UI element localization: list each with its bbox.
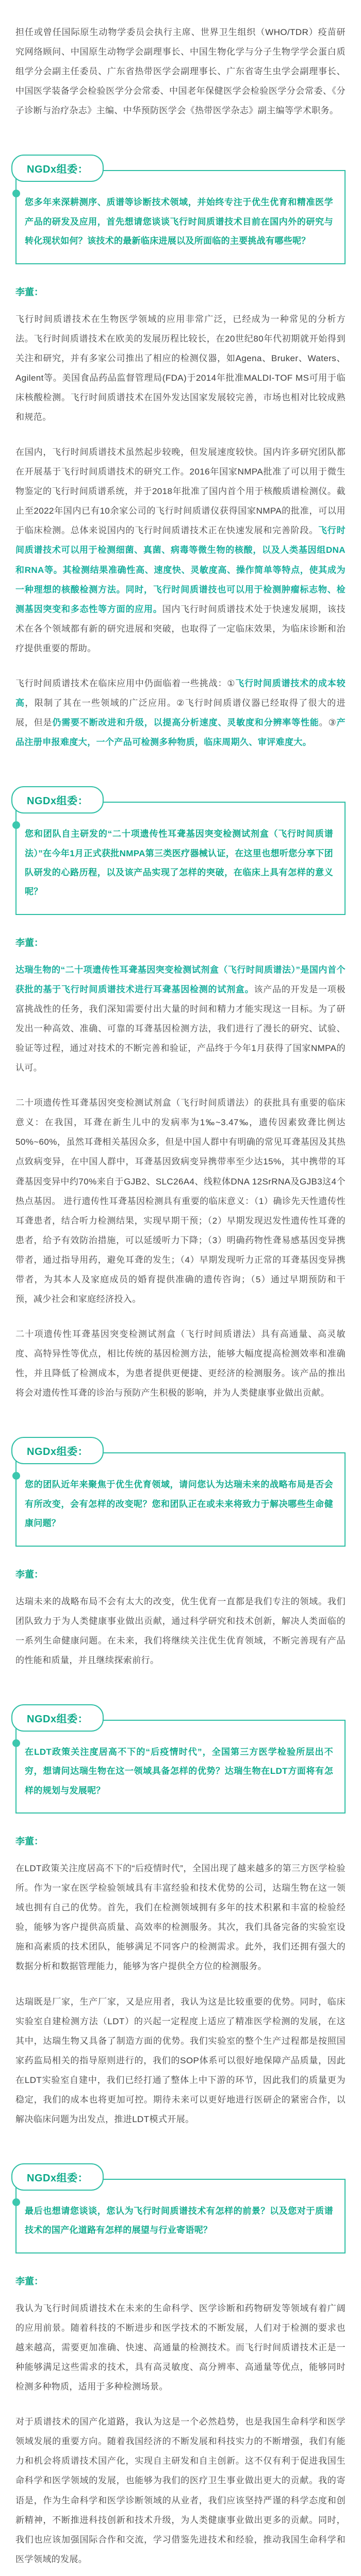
question-label: NGDx组委： <box>11 786 104 814</box>
question-label: NGDx组委： <box>11 1437 104 1464</box>
question-label: NGDx组委： <box>11 155 104 182</box>
question-label: NGDx组委： <box>11 1704 104 1732</box>
qa-block <box>15 1713 346 2129</box>
question-label-dot <box>12 1739 20 1747</box>
answerer-label: 李董： <box>15 2276 43 2286</box>
question-box <box>15 1713 346 1814</box>
answerer-label: 李董： <box>15 286 43 297</box>
question-label-dot <box>12 190 20 197</box>
answer-body <box>15 960 346 1403</box>
answerer-label: 李董： <box>15 937 43 948</box>
answer-paragraph: 达瑞既是厂家，生产厂家，又是应用者，我认为这是比较重要的优势。同时，临床实验室自建检测方法（LDT）的兴起一定程度上适应了精准医学检测的发展，在这其中，达瑞生物又具备了制造方面的优势。我们实验室的整个生产过程都是按照国家药监局相关的指导原则进行的，我们的SOP体系可以很好地保障产品质量，因此在LDT实验室自建中，我们已经打通了整体上中下游的环节，因此我们的质量更为稳定，我们的成本也将更加可控。期待未来可以更好地进行医研企的紧密合作，以解决临床问题为出发点，推进LDT模式开展。 <box>15 1996 346 2124</box>
intro-paragraph: 担任或曾任国际原生动物学委员会执行主席、世界卫生组织（WHO/TDR）疫苗研究网络顾问、中国原生动物学会副理事长、中国生物化学与分子生物学学会蛋白质组学分会副主任委员、广东省热带医学会副理事长、广东省寄生虫学会副理事长、中国医学装备学会检验医学分会常委、中国老年保健医学会检验医学分会常委、《分子诊断与治疗杂志》主编、中华预防医学会《热带医学杂志》副主编等学术职务。 <box>15 27 346 116</box>
qa-block <box>15 164 346 752</box>
question-label-dot <box>12 1472 20 1480</box>
answer-paragraph: 达瑞未来的战略布局不会有太大的改变，优生优育一直都是我们专注的领域。我们团队致力于为人类健康事业做出贡献，通过科学研究和技术创新，解决人类面临的一系列生命健康问题。在未来，我们将继续关注优生优育领域，不断完善现有产品的性能和质量，并且继续探索前行。 <box>15 1596 346 1665</box>
answerer-label: 李董： <box>15 1569 43 1580</box>
question-label: NGDx组委： <box>11 2163 104 2191</box>
answer-paragraph: 飞行时间质谱技术在生物医学领域的应用非常广泛，已经成为一种常见的分析方法。飞行时间质谱技术在欧美的发展历程比较长，在20世纪80年代初期就开始得到关注和研究，并有多家公司推出了相应的检测仪器，如Agena、Bruker、Waters、Agilent等。美国食品药品监督管理局(FDA)于2014年批准MALDI-TOF MS可用于临床核酸检测。飞行时间质谱技术在国外发达国家发展较完善，市场也相对比较成熟和规范。 <box>15 314 346 422</box>
qa-block <box>15 1446 346 1670</box>
question-text: 最后也想请您谈谈，您认为飞行时间质谱技术有怎样的前景？以及您对于质谱技术的国产化道路有怎样的展望与行业寄语呢？ <box>25 2206 333 2235</box>
answer-paragraph: 飞行时间质谱技术在临床应用中仍面临着一些挑战：①飞行时间质谱技术的成本较高，限制了其在一些领域的广泛应用。②飞行时间质谱仪器已经取得了很大的进展，但是仍需要不断改进和升级，以提高分析速度、灵敏度和分辨率等性能。③产品注册申报难度大，一个产品可检测多种物质，临床周期久、审评难度大。 <box>15 678 346 748</box>
question-box <box>15 1446 346 1546</box>
question-text: 您的团队近年来聚焦于优生优育领域，请问您认为达瑞未来的战略布局是否会有所改变，会有怎样的改变呢？您和团队正在或未来将致力于解决哪些生命健康问题？ <box>25 1480 333 1529</box>
question-box <box>15 164 346 264</box>
answer-paragraph: 达瑞生物的“二十项遗传性耳聋基因突变检测试剂盒（飞行时间质谱法）”是国内首个获批的基于飞行时间质谱技术进行耳聋基因检测的试剂盒。该产品的开发是一项极富挑战性的任务，我们深知需要付出大量的时间和精力才能实现这一目标。为了研发出一种高效、准确、可靠的耳聋基因检测方法，我们进行了漫长的研究、试验、验证等过程，通过对技术的不断完善和验证，产品终于今年1月获得了国家NMPA的认可。 <box>15 964 346 1073</box>
answer-paragraph: 二十项遗传性耳聋基因突变检测试剂盒（飞行时间质谱法）具有高通量、高灵敏度、高特异性等优点，相比传统的基因检测方法，能够大幅度提高检测效率和准确性，并且降低了检测成本，为患者提供更便捷、更经济的检测服务。该产品的推出将会对遗传性耳聋的诊治与预防产生积极的影响，并为人类健康事业做出贡献。 <box>15 1329 346 1398</box>
answer-body <box>15 310 346 753</box>
qa-section <box>15 164 346 2569</box>
qa-block <box>15 795 346 1403</box>
answer-body <box>15 1592 346 1670</box>
question-box <box>15 795 346 915</box>
answer-paragraph: 对于质谱技术的国产化道路，我认为这是一个必然趋势，也是我国生命科学和医学领域发展的重要方向。随着我国经济的不断发展和科技实力的不断增强，我们有能力和机会将质谱技术国产化，实现自主研发和自主创新。这不仅有利于促进我国生命科学和医学领域的发展，也能够为我们的医疗卫生事业做出更大的贡献。我的寄语是，作为生命科学和医学诊断领域的从业者，我们应该坚持严谨的科学态度和创新精神，不断推进科技创新和技术升级，为人类健康事业做出更多的贡献。同时，我们也应该加强国际合作和交流，学习借鉴先进技术和经验，推动我国生命科学和医学领域的发展。 <box>15 2417 346 2564</box>
answer-body <box>15 1859 346 2129</box>
answer-paragraph: 我认为飞行时间质谱技术在未来的生命科学、医学诊断和药物研发等领域有着广阔的应用前景。随着科技的不断进步和医学技术的不断发展，人们对于检测的要求也越来越高，需要更加准确、快速、高通量的检测技术。而飞行时间质谱技术正是一种能够满足这些需求的技术，具有高灵敏度、高分辨率、高通量等优点，能够同时检测多种物质，适用于多种检测场景。 <box>15 2303 346 2392</box>
question-text: 在LDT政策关注度居高不下的“后疫情时代”，全国第三方医学检验所层出不穷，想请问达瑞生物在这一领域具备怎样的优势？达瑞生物在LDT方面将有怎样的规划与发展呢？ <box>25 1747 333 1795</box>
question-label-dot <box>12 2198 20 2206</box>
qa-block <box>15 2173 346 2569</box>
answer-paragraph: 在国内，飞行时间质谱技术虽然起步较晚，但发展速度较快。国内许多研究团队都在开展基于飞行时间质谱技术的研究工作。2016年国家NMPA批准了可以用于微生物鉴定的飞行时间质谱系统，并于2018年批准了国内首个用于核酸质谱检测仪。截止至2022年国内已有10余家公司的飞行时间质谱仪获得国家NMPA的批准，可以用于临床检测。总体来说国内的飞行时间质谱技术正在快速发展和完善阶段。飞行时间质谱技术可以用于检测细菌、真菌、病毒等微生物的核酸，以及人类基因组DNA和RNA等。其检测结果准确性高、速度快、灵敏度高、操作简单等特点，使其成为一种理想的核酸检测方法。同时，飞行时间质谱技也可以用于检测肿瘤标志物、检测基因突变和多态性等方面的应用。国内飞行时间质谱技术处于快速发展期，该技术在各个领域都有新的研究进展和突破，也取得了一定临床效果，为临床诊断和治疗提供重要的帮助。 <box>15 447 346 653</box>
answer-paragraph: 在LDT政策关注度居高不下的“后疫情时代”，全国出现了越来越多的第三方医学检验所。作为一家在医学检验领域具有丰富经验和技术优势的公司，达瑞生物在这一领域也拥有自己的优势。首先，我们在检测领域拥有多年的技术积累和丰富的检验经验，能够为客户提供高质量、高效率的检测服务。其次，我们具备完备的实验室设施和高素质的技术团队，能够满足不同客户的检测需求。此外，我们还拥有强大的数据分析和数据管理能力，能够为客户提供全方位的检测服务。 <box>15 1863 346 1972</box>
answer-body <box>15 2299 346 2569</box>
question-text: 您多年来深耕测序、质谱等诊断技术领域，并始终专注于优生优育和精准医学产品的研发及应用，首先想请您谈谈飞行时间质谱技术目前在国内外的研究与转化现状如何？该技术的最新临床进展以及所面临的主要挑战有哪些呢？ <box>25 197 333 246</box>
answer-paragraph: 二十项遗传性耳聋基因突变检测试剂盒（飞行时间质谱法）的获批具有重要的临床意义：在我国，耳聋在新生儿中的发病率为1‰~3.47‰，遗传因素致聋比例达50%~60%，虽然耳聋相关基因众多，但是中国人群中有明确的常见耳聋基因及其热点致病变异，在中国人群中，耳聋基因致病变异携带率至少达15%，其中携带的耳聋基因变异中约70%来自于GJB2、SLC26A4、线粒体DNA 12SrRNA及GJB3这4个热点基因。 进行遗传性耳聋基因检测具有重要的临床意义：（1）确诊先天性遗传性耳聋患者，结合听力检测结果，实现早期干预；（2）早期发现迟发性遗传性耳聋的患者，给予有效防治措施，可以延缓听力下降；（3）明确药物性聋易感基因变异携带者，通过指导用药，避免耳聋的发生；（4）早期发现听力正常的耳聋基因变异携带者，为其本人及家庭成员的婚育提供准确的遗传咨询；（5）通过早期预防和干预，减少社会和家庭经济投入。 <box>15 1098 346 1304</box>
answerer-label: 李董： <box>15 1836 43 1847</box>
question-label-dot <box>12 821 20 829</box>
question-text: 您和团队自主研发的“二十项遗传性耳聋基因突变检测试剂盒（飞行时间质谱法）”在今年1月正式获批NMPA第三类医疗器械认证，在这里也想听您分享下团队研发的心路历程，以及该产品实现了怎样的突破，在临床上具有怎样的意义呢？ <box>25 829 333 897</box>
question-box <box>15 2173 346 2253</box>
